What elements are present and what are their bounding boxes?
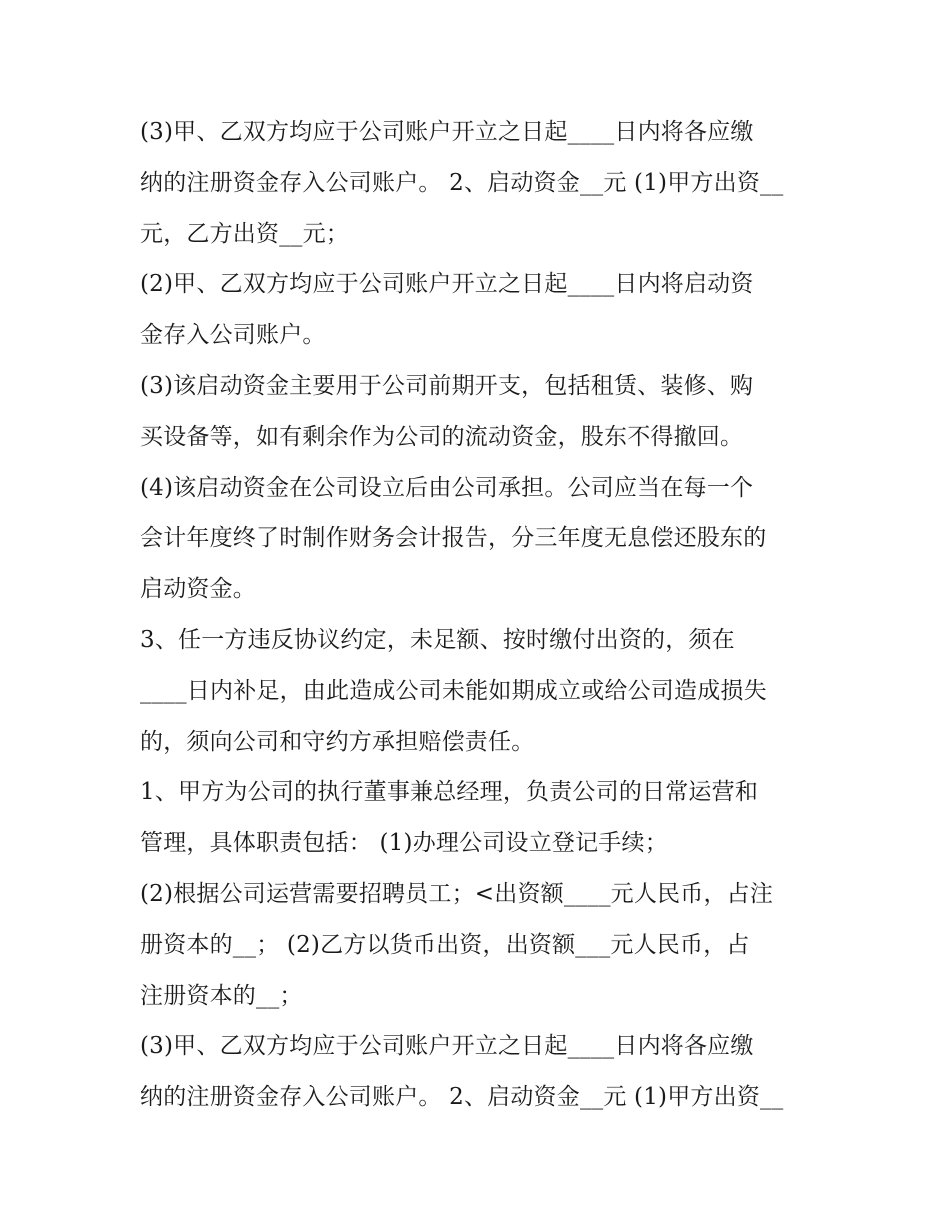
text-line: 注册资本的__； — [140, 982, 303, 1009]
text-line: (3)甲、乙双方均应于公司账户开立之日起____日内将各应缴 — [140, 119, 754, 145]
text-line: 管理，具体职责包括： (1)办理公司设立登记手续； — [140, 830, 668, 857]
document-body — [140, 107, 820, 1123]
text-line: 启动资金。 — [140, 576, 256, 603]
text-line: (3)该启动资金主要用于公司前期开支，包括租赁、装修、购 — [140, 372, 754, 399]
text-line: 的，须向公司和守约方承担赔偿责任。 — [140, 728, 535, 755]
text-line: 1、甲方为公司的执行董事兼总经理，负责公司的日常运营和 — [140, 779, 759, 806]
text-line: 册资本的__； (2)乙方以货币出资，出资额___元人民币，占 — [140, 931, 750, 958]
text-line: 3、任一方违反协议约定，未足额、按时缴付出资的，须在 — [140, 626, 735, 653]
text-line: 纳的注册资金存入公司账户。 2、启动资金__元 (1)甲方出资__ — [140, 1084, 784, 1111]
text-line: 买设备等，如有剩余作为公司的流动资金，股东不得撤回。 — [140, 423, 744, 450]
text-line: (2)根据公司运营需要招聘员工；<出资额____元人民币，占注 — [140, 880, 774, 907]
text-line: (4)该启动资金在公司设立后由公司承担。公司应当在每一个 — [140, 474, 754, 501]
text-line: 元，乙方出资__元； — [140, 220, 349, 247]
text-line: (3)甲、乙双方均应于公司账户开立之日起____日内将各应缴 — [140, 1033, 754, 1060]
text-line: 金存入公司账户。 — [140, 322, 326, 349]
text-line: 纳的注册资金存入公司账户。 2、启动资金__元 (1)甲方出资__ — [140, 169, 784, 196]
text-line: 会计年度终了时制作财务会计报告，分三年度无息偿还股东的 — [140, 525, 767, 552]
text-line: ____日内补足，由此造成公司未能如期成立或给公司造成损失 — [140, 677, 767, 704]
text-line: (2)甲、乙双方均应于公司账户开立之日起____日内将启动资 — [140, 271, 754, 298]
